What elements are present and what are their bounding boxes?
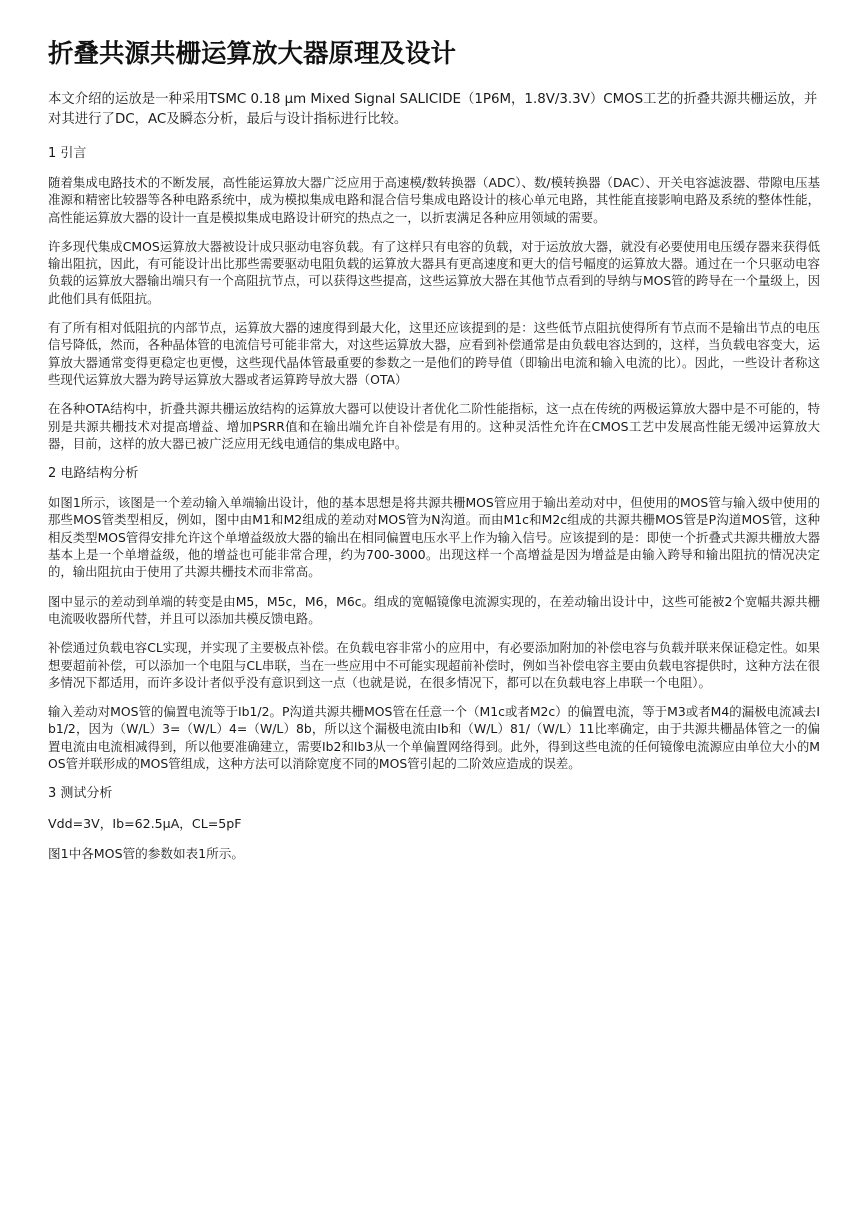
body-paragraph: 有了所有相对低阻抗的内部节点，运算放大器的速度得到最大化，这里还应该提到的是：这些低节点阻抗使得所有节点而不是输出节点的电压信号降低，然而，各种晶体管的电流信号可能非常大，对这些运算放大器，应看到补偿通常是由负载电容达到的，这样，当负载电容变大，运算放大器通常变得更稳定也更慢，这些现代晶体管最重要的参数之一是他们的跨导值（即输出电流和输入电流的比）。因此，一些设计者称这些现代运算放大器为跨导运算放大器或者运算跨导放大器（OTA） <box>48 320 820 387</box>
body-paragraph: 如图1所示，该图是一个差动输入单端输出设计，他的基本思想是将共源共栅MOS管应用于输出差动对中，但使用的MOS管与输入级中使用的那些MOS管类型相反，例如，图中由M1和M2组成的差动对MOS管为N沟道。而由M1c和M2c组成的共源共栅MOS管是P沟道MOS管，这种相反类型MOS管得安排允许这个单增益级放大器的输出在相同偏置电压水平上作为输入信号。应该提到的是：即使一个折叠式共源共栅放大器基本上是一个单增益级，他的增益也可能非常合理，约为700-3000。出现这样一个高增益是因为增益是由输入跨导和输出阻抗的情况决定的，输出阻抗由于使用了共源共栅技术而非常高。 <box>48 495 820 580</box>
body-paragraph: 随着集成电路技术的不断发展，高性能运算放大器广泛应用于高速模/数转换器（ADC）、数/模转换器（DAC）、开关电容滤波器、带隙电压基准源和精密比较器等各种电路系统中，成为模拟集成电路和混合信号集成电路设计的核心单元电路，其性能直接影响电路及系统的整体性能，高性能运算放大器的设计一直是模拟集成电路设计研究的热点之一，以折衷满足各种应用领域的需要。 <box>48 175 820 225</box>
body-paragraph: 在各种OTA结构中，折叠共源共栅运放结构的运算放大器可以使设计者优化二阶性能指标，这一点在传统的两极运算放大器中是不可能的，特别是共源共栅技术对提高增益、增加PSRR值和在输出端允许自补偿是有用的。这种灵活性允许在CMOS工艺中发展高性能无缓冲运算放大器，目前，这样的放大器已被广泛应用无线电通信的集成电路中。 <box>48 401 820 451</box>
section-heading: 3 测试分析 <box>48 786 113 802</box>
section-heading: 1 引言 <box>48 146 87 161</box>
test-conditions: Vdd=3V，Ib=62.5μA，CL=5pF <box>48 816 242 832</box>
section-introduction <box>48 144 820 452</box>
section-circuit-analysis <box>48 464 820 772</box>
body-paragraph: 图中显示的差动到单端的转变是由M5，M5c，M6，M6c。组成的宽幅镜像电流源实现的，在差动输出设计中，这些可能被2个宽幅共源共栅电流吸收器所代替，并且可以添加共模反馈电路。 <box>48 593 820 626</box>
section-test-analysis <box>48 784 820 864</box>
body-paragraph: 许多现代集成CMOS运算放大器被设计成只驱动电容负载。有了这样只有电容的负载，对于运放放大器，就没有必要使用电压缓存器来获得低输出阻抗，因此，有可能设计出比那些需要驱动电阻负载的运算放大器具有更高速度和更大的信号幅度的运算放大器。通过在一个只驱动电容负载的运算放大器输出端只有一个高阻抗节点，可以获得这些提高，这些运算放大器在其他节点看到的导纳与MOS管的跨导在一个量级上，因此他们具有低阻抗。 <box>48 238 820 306</box>
section-heading: 2 电路结构分析 <box>48 466 139 482</box>
body-paragraph: 图1中各MOS管的参数如表1所示。 <box>48 846 244 862</box>
document-title: 折叠共源共栅运算放大器原理及设计 <box>48 39 457 69</box>
intro-paragraph: 本文介绍的运放是一种采用TSMC 0.18 μm Mixed Signal SALICIDE（1P6M，1.8V/3.3V）CMOS工艺的折叠共源共栅运放，并对其进行了DC，AC及瞬态分析，最后与设计指标进行比较。 <box>48 92 818 127</box>
body-paragraph: 输入差动对MOS管的偏置电流等于Ib1/2。P沟道共源共栅MOS管在任意一个（M1c或者M2c）的偏置电流，等于M3或者M4的漏极电流减去Ib1/2，因为（W/L）3=（W/L）4=（W/L）8b，所以这个漏极电流由Ib和（W/L）81/（W/L）11比率确定，由于共源共栅晶体管之一的偏置电流由电流相减得到，所以他要准确建立，需要Ib2和Ib3从一个单偏置网络得到。此外，得到这些电流的任何镜像电流源应由单位大小的MOS管并联形成的MOS管组成，这种方法可以消除宽度不同的MOS管引起的二阶效应造成的误差。 <box>48 704 820 772</box>
body-paragraph: 补偿通过负载电容CL实现，并实现了主要极点补偿。在负载电容非常小的应用中，有必要添加附加的补偿电容与负载并联来保证稳定性。如果想要超前补偿，可以添加一个电阻与CL串联，当在一些应用中不可能实现超前补偿时，例如当补偿电容主要由负载电容提供时，这种方法在很多情况下都适用，而许多设计者似乎没有意识到这一点（也就是说，在很多情况下，都可以在负载电容上串联一个电阻）。 <box>48 640 820 690</box>
